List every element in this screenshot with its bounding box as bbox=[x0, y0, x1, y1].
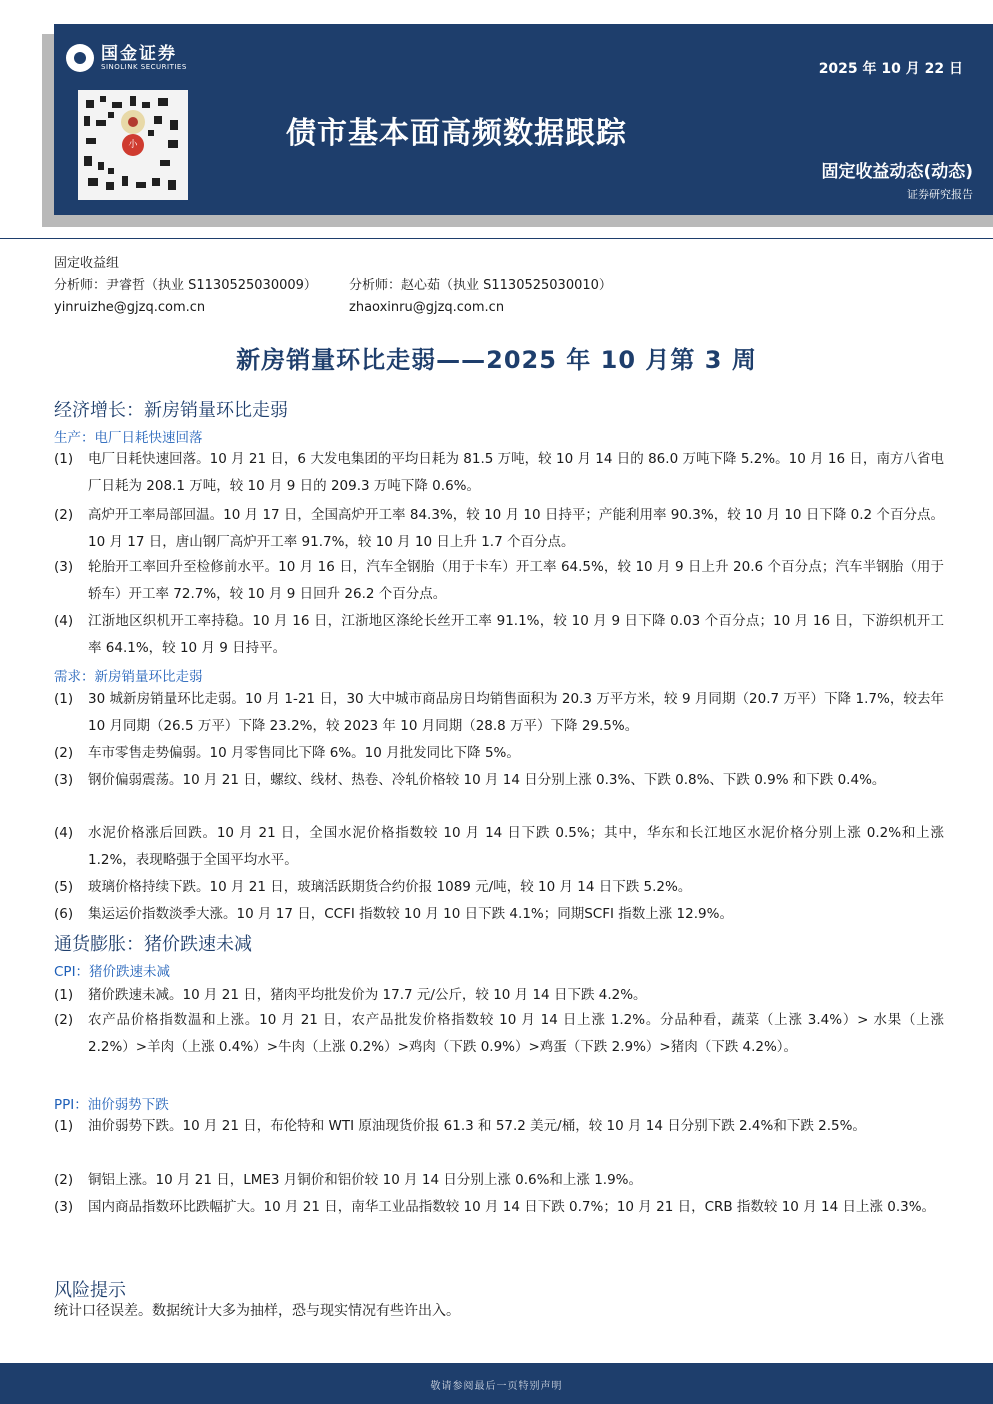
item-text: 铜铝上涨。10 月 21 日，LME3 月铜价和铝价较 10 月 14 日分别上涨 0.6%和上涨 1.9%。 bbox=[88, 1172, 643, 1188]
item-text: 江浙地区织机开工率持稳。10 月 16 日，江浙地区涤纶长丝开工率 91.1%，较 10 月 9 日下降 0.03 个百分点；10 月 16 日，下游织机开工率 64.1%，较 10 月 9 日持平。 bbox=[88, 613, 944, 656]
item-number: (1) bbox=[54, 451, 74, 467]
report-series-title: 债市基本面高频数据跟踪 bbox=[286, 116, 627, 151]
item-text: 轮胎开工率回升至检修前水平。10 月 16 日，汽车全钢胎（用于卡车）开工率 64.5%，较 10 月 9 日上升 20.6 个百分点；汽车半钢胎（用于轿车）开工率 72.7%，较 10 月 9 日回升 26.2 个百分点。 bbox=[88, 559, 944, 602]
list-item bbox=[54, 874, 944, 901]
list-item bbox=[54, 1167, 944, 1194]
analyst-1-email[interactable]: yinruizhe@gjzq.com.cn bbox=[54, 300, 206, 315]
analyst-2: 分析师：赵心茹（执业 S1130525030010） bbox=[349, 278, 612, 293]
document-title: 新房销量环比走弱——2025 年 10 月第 3 周 bbox=[236, 346, 757, 374]
list-item bbox=[54, 901, 944, 928]
item-number: (1) bbox=[54, 987, 74, 1003]
item-text: 猪价跌速未减。10 月 21 日，猪肉平均批发价为 17.7 元/公斤，较 10 月 14 日下跌 4.2%。 bbox=[88, 987, 647, 1003]
item-number: (2) bbox=[54, 745, 74, 761]
item-text: 电厂日耗快速回落。10 月 21 日，6 大发电集团的平均日耗为 81.5 万吨，较 10 月 14 日的 86.0 万吨下降 5.2%。10 月 16 日，南方八省电厂日耗为 208.1 万吨，较 10 月 9 日的 209.3 万吨下降 0.6%。 bbox=[88, 451, 944, 494]
header-divider bbox=[0, 238, 993, 239]
item-number: (3) bbox=[54, 1199, 74, 1215]
list-item bbox=[54, 446, 944, 500]
item-text: 集运运价指数淡季大涨。10 月 17 日，CCFI 指数较 10 月 10 日下跌 4.1%；同期SCFI 指数上涨 12.9%。 bbox=[88, 906, 733, 922]
logo-icon bbox=[66, 44, 94, 72]
item-number: (2) bbox=[54, 1012, 74, 1028]
item-number: (3) bbox=[54, 772, 74, 788]
subheading-production: 生产：电厂日耗快速回落 bbox=[54, 430, 203, 446]
item-number: (4) bbox=[54, 825, 74, 841]
report-type: 证券研究报告 bbox=[907, 188, 973, 201]
list-item bbox=[54, 608, 944, 662]
company-logo bbox=[66, 44, 187, 72]
section-heading-growth: 经济增长：新房销量环比走弱 bbox=[54, 400, 288, 421]
list-item bbox=[54, 502, 944, 556]
item-text: 国内商品指数环比跌幅扩大。10 月 21 日，南华工业品指数较 10 月 14 日下跌 0.7%；10 月 21 日，CRB 指数较 10 月 14 日上涨 0.3%。 bbox=[88, 1199, 936, 1215]
list-item bbox=[54, 1007, 944, 1061]
list-item bbox=[54, 686, 944, 740]
item-text: 钢价偏弱震荡。10 月 21 日，螺纹、线材、热卷、冷轧价格较 10 月 14 日分别上涨 0.3%、下跌 0.8%、下跌 0.9% 和下跌 0.4%。 bbox=[88, 772, 886, 788]
report-date: 2025 年 10 月 22 日 bbox=[818, 61, 963, 77]
report-category: 固定收益动态(动态) bbox=[821, 162, 973, 182]
item-number: (4) bbox=[54, 613, 74, 629]
item-number: (1) bbox=[54, 1118, 74, 1134]
subheading-ppi: PPI：油价弱势下跌 bbox=[54, 1097, 169, 1113]
list-item bbox=[54, 820, 944, 874]
subheading-demand: 需求：新房销量环比走弱 bbox=[54, 669, 203, 685]
list-item bbox=[54, 767, 944, 794]
item-text: 水泥价格涨后回跌。10 月 21 日，全国水泥价格指数较 10 月 14 日下跌 0.5%；其中，华东和长江地区水泥价格分别上涨 0.2%和上涨 1.2%，表现略强于全国平均水平。 bbox=[88, 825, 944, 868]
item-text: 玻璃价格持续下跌。10 月 21 日，玻璃活跃期货合约价报 1089 元/吨，较 10 月 14 日下跌 5.2%。 bbox=[88, 879, 692, 895]
list-item bbox=[54, 1194, 944, 1221]
item-text: 高炉开工率局部回温。10 月 17 日，全国高炉开工率 84.3%，较 10 月 10 日持平；产能利用率 90.3%，较 10 月 10 日下降 0.2 个百分点。10 月 17 日，唐山钢厂高炉开工率 91.7%，较 10 月 10 日上升 1.7 个百分点。 bbox=[88, 507, 944, 550]
footer-bar bbox=[0, 1363, 993, 1404]
list-item bbox=[54, 740, 944, 767]
list-item bbox=[54, 554, 944, 608]
qr-code[interactable] bbox=[78, 90, 188, 200]
section-heading-inflation: 通货膨胀：猪价跌速未减 bbox=[54, 934, 252, 955]
analyst-1: 分析师：尹睿哲（执业 S1130525030009） bbox=[54, 278, 317, 293]
qr-badge: 小 bbox=[122, 134, 144, 156]
list-item bbox=[54, 982, 944, 1009]
list-item bbox=[54, 1113, 944, 1140]
logo-name-cn: 国金证券 bbox=[101, 43, 177, 64]
item-number: (5) bbox=[54, 879, 74, 895]
item-text: 30 城新房销量环比走弱。10 月 1-21 日，30 大中城市商品房日均销售面积为 20.3 万平方米，较 9 月同期（20.7 万平）下降 1.7%，较去年 10 月同期（26.5 万平）下降 23.2%，较 2023 年 10 月同期（28.8 万平）下降 29.5%。 bbox=[88, 691, 944, 734]
risk-text: 统计口径误差。数据统计大多为抽样，恐与现实情况有些许出入。 bbox=[54, 1303, 460, 1319]
item-text: 车市零售走势偏弱。10 月零售同比下降 6%。10 月批发同比下降 5%。 bbox=[88, 745, 520, 761]
item-number: (6) bbox=[54, 906, 74, 922]
item-text: 农产品价格指数温和上涨。10 月 21 日，农产品批发价格指数较 10 月 14 日上涨 1.2%。分品种看，蔬菜（上涨 3.4%）> 水果（上涨 2.2%）>羊肉（上涨 0.4%）>牛肉（上涨 0.2%）>鸡肉（下跌 0.9%）>鸡蛋（下跌 2.9%）>猪肉（下跌 4.2%）。 bbox=[88, 1012, 944, 1055]
subheading-cpi: CPI：猪价跌速未减 bbox=[54, 964, 171, 980]
logo-name-en: SINOLINK SECURITIES bbox=[101, 62, 187, 71]
item-number: (2) bbox=[54, 507, 74, 523]
item-number: (3) bbox=[54, 559, 74, 575]
footer-disclaimer-link[interactable]: 敬请参阅最后一页特别声明 bbox=[430, 1381, 563, 1392]
analyst-info bbox=[54, 253, 612, 319]
item-number: (1) bbox=[54, 691, 74, 707]
item-text: 油价弱势下跌。10 月 21 日，布伦特和 WTI 原油现货价报 61.3 和 57.2 美元/桶，较 10 月 14 日分别下跌 2.4%和下跌 2.5%。 bbox=[88, 1118, 866, 1134]
section-heading-risk: 风险提示 bbox=[54, 1280, 126, 1301]
item-number: (2) bbox=[54, 1172, 74, 1188]
analyst-2-email[interactable]: zhaoxinru@gjzq.com.cn bbox=[349, 300, 505, 315]
team-name: 固定收益组 bbox=[54, 256, 120, 271]
